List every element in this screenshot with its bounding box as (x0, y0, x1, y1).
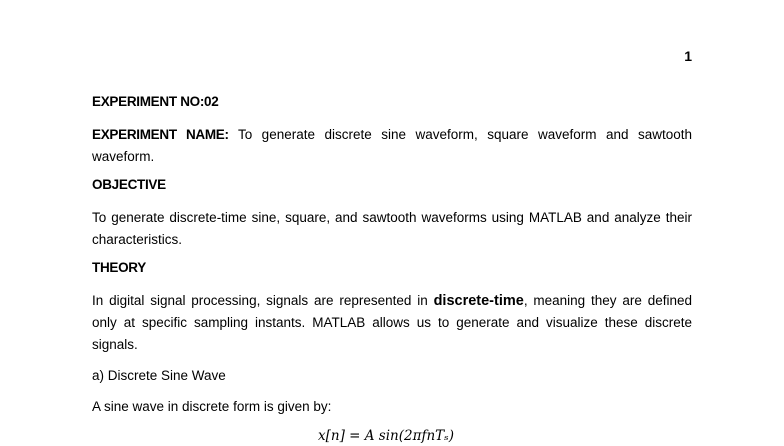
experiment-number: EXPERIMENT NO:02 (92, 94, 219, 109)
theory-text-after: , meaning they are defined only at specific sampling instants. MATLAB allows us to generate and visualize these discrete signals. (92, 293, 692, 352)
objective-heading: OBJECTIVE (92, 177, 166, 192)
theory-paragraph (92, 290, 692, 356)
objective-text: To generate discrete-time sine, square, and sawtooth waveforms using MATLAB and analyze their characteristics. (92, 210, 692, 247)
experiment-name-paragraph (92, 124, 692, 168)
document-body (92, 93, 692, 446)
sine-formula: x[n] = A sin(2πfnTₛ) (318, 428, 454, 444)
experiment-name-label: EXPERIMENT NAME: (92, 127, 229, 142)
page-number: 1 (684, 48, 692, 64)
experiment-name-text: To generate discrete sine waveform, square waveform and sawtooth waveform. (92, 127, 693, 164)
theory-text-bold-term: discrete-time (433, 293, 524, 309)
theory-text-before: In digital signal processing, signals are represented in (92, 293, 434, 308)
sine-subheading: a) Discrete Sine Wave (92, 368, 226, 383)
theory-heading: THEORY (92, 260, 146, 275)
sine-intro-text: A sine wave in discrete form is given by: (92, 399, 332, 414)
